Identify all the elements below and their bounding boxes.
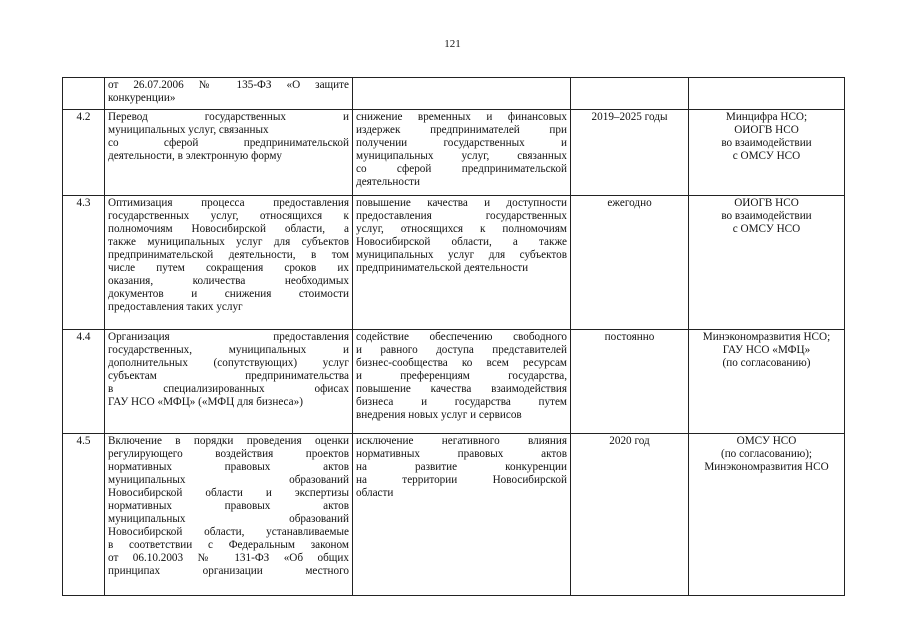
responsible-line: с ОМСУ НСО bbox=[732, 150, 801, 163]
row-number bbox=[63, 78, 105, 110]
action-line: со сферой предпринимательской bbox=[108, 137, 349, 150]
term-cell bbox=[571, 78, 689, 110]
action-line: Новосибирской области, устанавливаемые bbox=[108, 526, 349, 539]
action-line: субъектам предпринимательства bbox=[108, 370, 349, 383]
action-line: в специализированных офисах bbox=[108, 383, 349, 396]
result-line: бизнеса и государства путем bbox=[356, 396, 567, 409]
action-line: документов и снижения стоимости bbox=[108, 288, 349, 301]
term-cell bbox=[571, 110, 689, 196]
result-line: Новосибирской области, а также bbox=[356, 236, 567, 249]
action-line: от 26.07.2006 № 135-ФЗ «О защите bbox=[108, 79, 349, 91]
action-line: Новосибирской области и экспертизы bbox=[108, 487, 349, 500]
term-cell bbox=[571, 196, 689, 330]
action-line: муниципальных образований bbox=[108, 474, 349, 487]
responsible-cell bbox=[689, 110, 845, 196]
action-line: также муниципальных услуг для субъектов bbox=[108, 236, 349, 249]
term-cell bbox=[571, 330, 689, 434]
row-number: 4.3 bbox=[63, 196, 105, 330]
action-line: ГАУ НСО «МФЦ» («МФЦ для бизнеса») bbox=[108, 396, 303, 409]
responsible-line: Минэкономразвития НСО; bbox=[702, 331, 831, 343]
result-line: повышение качества взаимодействия bbox=[356, 383, 567, 396]
result-cell bbox=[353, 110, 571, 196]
action-line: полномочиям Новосибирской области, а bbox=[108, 223, 349, 236]
result-line: предоставления государственных bbox=[356, 210, 567, 223]
result-line: издержек предпринимателей при bbox=[356, 124, 567, 137]
page-number: 121 bbox=[444, 38, 461, 50]
result-line: повышение качества и доступности bbox=[356, 197, 567, 209]
action-cell bbox=[105, 330, 353, 434]
term-line: 2019–2025 годы bbox=[591, 111, 668, 123]
measures-table bbox=[62, 77, 845, 596]
responsible-line: во взаимодействии bbox=[721, 137, 812, 150]
action-line: деятельности, в электронную форму bbox=[108, 150, 283, 163]
result-line: муниципальных услуг для субъектов bbox=[356, 249, 567, 262]
action-line: нормативных правовых актов bbox=[108, 461, 349, 474]
action-line: Включение в порядки проведения оценки bbox=[108, 435, 349, 447]
action-line: муниципальных услуг, связанных bbox=[108, 124, 269, 137]
responsible-cell bbox=[689, 78, 845, 110]
result-line: муниципальных услуг, связанных bbox=[356, 150, 567, 163]
action-cell bbox=[105, 110, 353, 196]
action-line: оказания, количества необходимых bbox=[108, 275, 349, 288]
responsible-line: ОИОГВ НСО bbox=[734, 124, 799, 137]
table-row bbox=[63, 196, 845, 330]
action-line: Организация предоставления bbox=[108, 331, 349, 343]
action-cell bbox=[105, 434, 353, 596]
result-line: услуг, относящихся к полномочиям bbox=[356, 223, 567, 236]
responsible-line: ГАУ НСО «МФЦ» bbox=[722, 344, 811, 357]
action-line: регулирующего воздействия проектов bbox=[108, 448, 349, 461]
result-line: на развитие конкуренции bbox=[356, 461, 567, 474]
result-line: предпринимательской деятельности bbox=[356, 262, 529, 275]
term-cell bbox=[571, 434, 689, 596]
result-line: внедрения новых услуг и сервисов bbox=[356, 409, 522, 422]
table-row bbox=[63, 78, 845, 110]
result-line: и преференциям государства, bbox=[356, 370, 567, 383]
responsible-line: с ОМСУ НСО bbox=[732, 223, 801, 236]
result-cell bbox=[353, 78, 571, 110]
action-line: муниципальных образований bbox=[108, 513, 349, 526]
result-line: нормативных правовых актов bbox=[356, 448, 567, 461]
result-line: со сферой предпринимательской bbox=[356, 163, 567, 176]
table-row bbox=[63, 434, 845, 596]
row-number: 4.5 bbox=[63, 434, 105, 596]
responsible-cell bbox=[689, 196, 845, 330]
result-cell bbox=[353, 434, 571, 596]
row-number: 4.2 bbox=[63, 110, 105, 196]
table-body bbox=[63, 78, 845, 596]
table-row bbox=[63, 330, 845, 434]
action-cell bbox=[105, 78, 353, 110]
term-line: ежегодно bbox=[607, 197, 652, 209]
result-line: деятельности bbox=[356, 176, 421, 189]
term-line: постоянно bbox=[604, 331, 655, 343]
action-line: числе путем сокращения сроков их bbox=[108, 262, 349, 275]
responsible-line: Минцифра НСО; bbox=[725, 111, 808, 123]
action-line: принципах организации местного bbox=[108, 565, 349, 578]
result-line: на территории Новосибирской bbox=[356, 474, 567, 487]
result-line: содействие обеспечению свободного bbox=[356, 331, 567, 343]
result-cell bbox=[353, 196, 571, 330]
result-line: области bbox=[356, 487, 394, 500]
responsible-line: во взаимодействии bbox=[721, 210, 812, 223]
action-line: нормативных правовых актов bbox=[108, 500, 349, 513]
action-line: Перевод государственных и bbox=[108, 111, 349, 123]
action-cell bbox=[105, 196, 353, 330]
action-line: предоставления таких услуг bbox=[108, 301, 243, 314]
row-number: 4.4 bbox=[63, 330, 105, 434]
responsible-line: (по согласованию); bbox=[720, 448, 813, 461]
action-line: государственных услуг, относящихся к bbox=[108, 210, 349, 223]
responsible-line: ОИОГВ НСО bbox=[734, 197, 799, 209]
action-line: от 06.10.2003 № 131-ФЗ «Об общих bbox=[108, 552, 349, 565]
action-line: Оптимизация процесса предоставления bbox=[108, 197, 349, 209]
responsible-cell bbox=[689, 434, 845, 596]
action-line: государственных, муниципальных и bbox=[108, 344, 349, 357]
action-line: предпринимательской деятельности, в том bbox=[108, 249, 349, 262]
action-line: в соответствии с Федеральным законом bbox=[108, 539, 349, 552]
responsible-cell bbox=[689, 330, 845, 434]
result-line: и равного доступа представителей bbox=[356, 344, 567, 357]
result-line: бизнес-сообщества ко всем ресурсам bbox=[356, 357, 567, 370]
responsible-line: Минэкономразвития НСО bbox=[704, 461, 829, 474]
result-line: снижение временных и финансовых bbox=[356, 111, 567, 123]
result-line: получении государственных и bbox=[356, 137, 567, 150]
responsible-line: ОМСУ НСО bbox=[736, 435, 797, 447]
result-line: исключение негативного влияния bbox=[356, 435, 567, 447]
table-row bbox=[63, 110, 845, 196]
action-line: конкуренции» bbox=[108, 92, 176, 105]
term-line: 2020 год bbox=[609, 435, 650, 447]
action-line: дополнительных (сопутствующих) услуг bbox=[108, 357, 349, 370]
responsible-line: (по согласованию) bbox=[722, 357, 811, 370]
result-cell bbox=[353, 330, 571, 434]
